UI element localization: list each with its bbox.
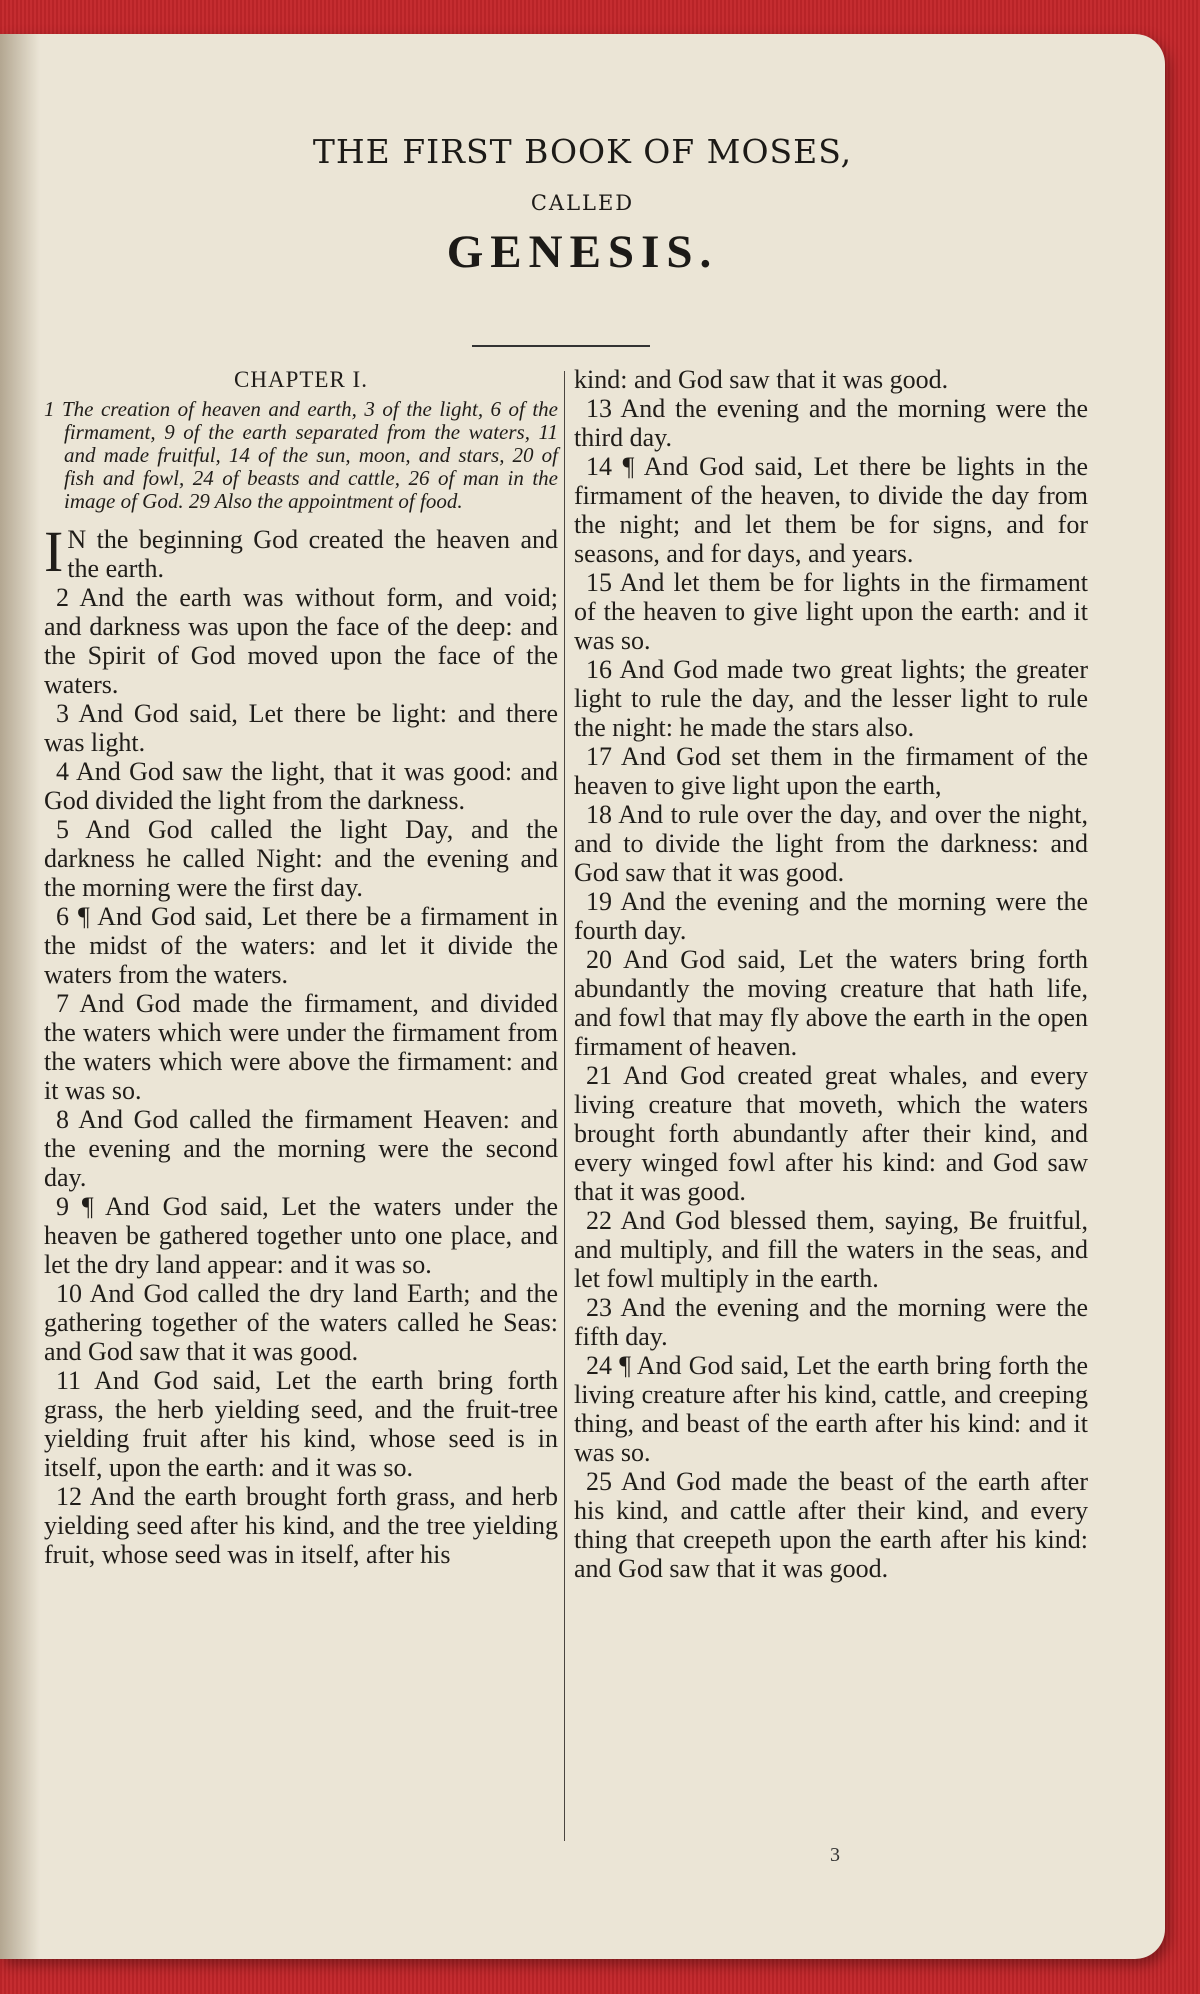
page-header xyxy=(0,132,1165,279)
verse-12-continued: kind: and God saw that it was good. xyxy=(574,365,949,394)
verse-8: 8 And God called the firmament Heaven: and the evening and the morning were the second day. xyxy=(44,1105,558,1192)
called-label: CALLED xyxy=(530,191,635,215)
verse-1 xyxy=(44,519,558,584)
verse-9: 9 ¶ And God said, Let the waters under the heaven be gathered together unto one place, and let the dry land appear: and it was so. xyxy=(44,1192,558,1279)
verse-13: 13 And the evening and the morning were the third day. xyxy=(574,394,1088,452)
verse-1-text: N the beginning God created the heaven and the earth. xyxy=(67,525,558,583)
verse-17: 17 And God set them in the firmament of the heaven to give light upon the earth, xyxy=(574,742,1088,800)
verse-23: 23 And the evening and the morning were the fifth day. xyxy=(574,1293,1088,1351)
verse-20: 20 And God said, Let the waters bring forth abundantly the moving creature that hath life, and fowl that may fly above the earth in the open firmament of heaven. xyxy=(574,945,1088,1061)
book-name: GENESIS. xyxy=(446,226,719,278)
right-column xyxy=(574,365,1088,1583)
verse-21: 21 And God created great whales, and every living creature that moveth, which the waters brought forth abundantly after their kind, and every winged fowl after his kind: and God saw that it was good. xyxy=(574,1061,1088,1206)
verse-10: 10 And God called the dry land Earth; and the gathering together of the waters called he Seas: and God saw that it was good. xyxy=(44,1279,558,1366)
verse-14: 14 ¶ And God said, Let there be lights in the firmament of the heaven, to divide the day from the night; and let them be for signs, and for seasons, and for days, and years. xyxy=(574,452,1088,568)
verse-22: 22 And God blessed them, saying, Be fruitful, and multiply, and fill the waters in the seas, and let fowl multiply in the earth. xyxy=(574,1206,1088,1293)
verse-16: 16 And God made two great lights; the greater light to rule the day, and the lesser light to rule the night: he made the stars also. xyxy=(574,655,1088,742)
book-title: THE FIRST BOOK OF MOSES, xyxy=(312,132,853,171)
verse-11: 11 And God said, Let the earth bring forth grass, the herb yielding seed, and the fruit-tree yielding fruit after his kind, whose seed is in itself, upon the earth: and it was so. xyxy=(44,1366,558,1482)
verse-15: 15 And let them be for lights in the firmament of the heaven to give light upon the earth: and it was so. xyxy=(574,568,1088,655)
page-number: 3 xyxy=(830,1844,840,1866)
drop-cap: I xyxy=(44,519,64,584)
verse-2: 2 And the earth was without form, and void; and darkness was upon the face of the deep: and the Spirit of God moved upon the face of the waters. xyxy=(44,583,558,699)
chapter-summary: 1 The creation of heaven and earth, 3 of the light, 6 of the firmament, 9 of the earth separated from the waters, 11 and made fruitful, 14 of the sun, moon, and stars, 20 of fish and fowl, 24 of beasts and cattle, 26 of man in the image of God. 29 Also the appointment of food. xyxy=(44,397,558,513)
verse-18: 18 And to rule over the day, and over the night, and to divide the light from the darkness: and God saw that it was good. xyxy=(574,800,1088,887)
verse-25: 25 And God made the beast of the earth after his kind, and cattle after their kind, and every thing that creepeth upon the earth after his kind: and God saw that it was good. xyxy=(574,1467,1088,1583)
verse-19: 19 And the evening and the morning were the fourth day. xyxy=(574,887,1088,945)
chapter-heading: CHAPTER I. xyxy=(234,367,368,392)
title-rule xyxy=(472,345,650,347)
left-column xyxy=(44,365,558,1569)
bible-page xyxy=(0,34,1165,1959)
verse-4: 4 And God saw the light, that it was good: and God divided the light from the darkness. xyxy=(44,757,558,815)
verse-6: 6 ¶ And God said, Let there be a firmament in the midst of the waters: and let it divide the waters from the waters. xyxy=(44,902,558,989)
verse-12: 12 And the earth brought forth grass, and herb yielding seed after his kind, and the tree yielding fruit, whose seed was in itself, after his xyxy=(44,1482,558,1569)
verse-3: 3 And God said, Let there be light: and there was light. xyxy=(44,699,558,757)
verse-24: 24 ¶ And God said, Let the earth bring forth the living creature after his kind, cattle, and creeping thing, and beast of the earth after his kind: and it was so. xyxy=(574,1351,1088,1467)
verse-5: 5 And God called the light Day, and the darkness he called Night: and the evening and the morning were the first day. xyxy=(44,815,558,902)
column-divider xyxy=(564,371,565,1841)
verse-7: 7 And God made the firmament, and divided the waters which were under the firmament from the waters which were above the firmament: and it was so. xyxy=(44,989,558,1105)
